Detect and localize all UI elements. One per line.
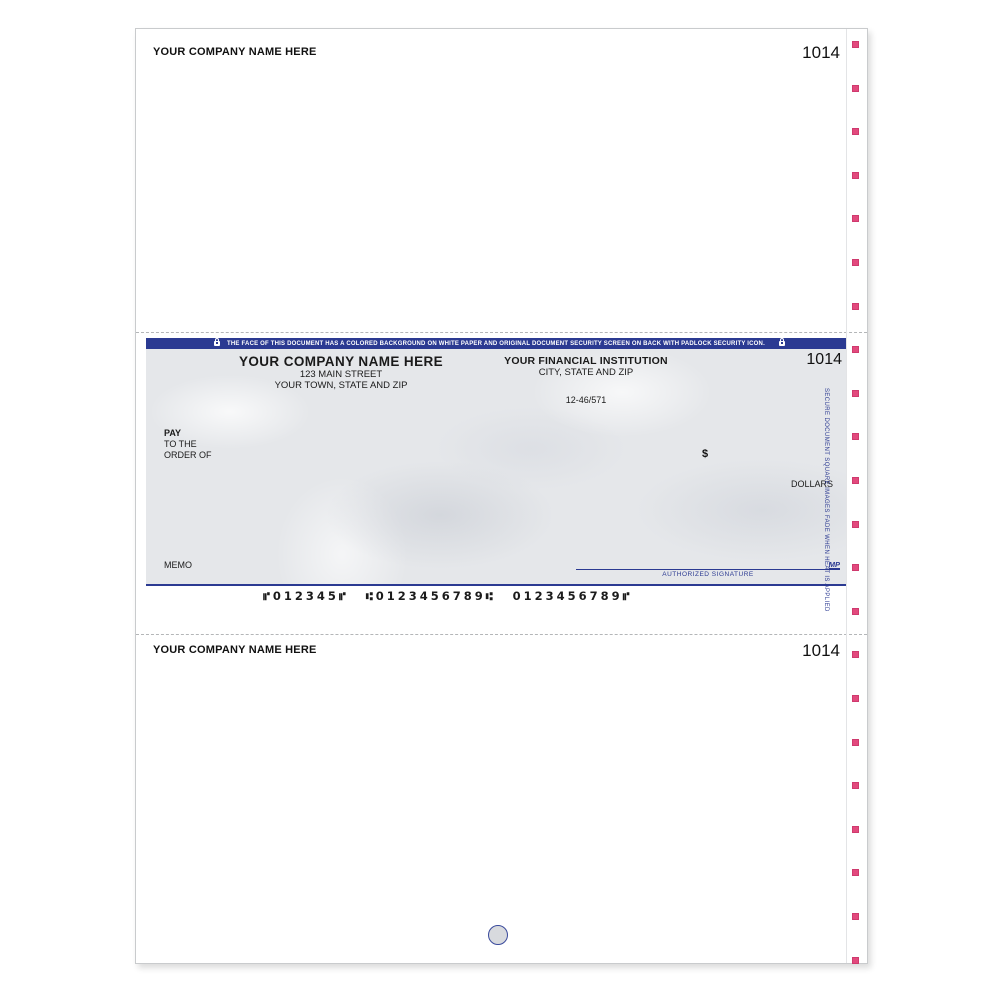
bank-address: CITY, STATE AND ZIP xyxy=(538,367,634,378)
bottom-stub-check-number: 1014 xyxy=(802,641,840,660)
tractor-feed-mark xyxy=(852,782,859,789)
bottom-stub-company-name: YOUR COMPANY NAME HERE xyxy=(153,644,317,656)
tractor-feed-mark xyxy=(852,346,859,353)
tractor-feed-mark xyxy=(852,259,859,266)
tractor-feed-mark xyxy=(852,913,859,920)
tractor-feed-mark xyxy=(852,739,859,746)
tractor-feed-mark xyxy=(852,477,859,484)
tractor-feed-mark xyxy=(852,869,859,876)
tractor-feed-mark xyxy=(852,215,859,222)
tractor-feed-mark xyxy=(852,128,859,135)
dollar-sign: $ xyxy=(702,448,709,460)
to-the-label: TO THE xyxy=(164,439,197,449)
bank-block xyxy=(476,355,696,405)
tractor-feed-mark xyxy=(852,390,859,397)
micr-line: ⑈012345⑈ ⑆0123456789⑆ 0123456789⑈ xyxy=(263,589,633,603)
bank-name: YOUR FINANCIAL INSTITUTION xyxy=(504,355,668,367)
tractor-feed-mark xyxy=(852,608,859,615)
side-security-text: SECURE DOCUMENT SQUARE IMAGES FADE WHEN HEAT IS APPLIED xyxy=(823,388,829,612)
payer-company-name: YOUR COMPANY NAME HERE xyxy=(238,354,444,369)
tractor-feed-mark xyxy=(852,826,859,833)
perforation-line-bottom xyxy=(136,634,867,635)
order-of-label: ORDER OF xyxy=(164,450,212,460)
signature-line xyxy=(576,560,840,578)
memo-label: MEMO xyxy=(164,560,192,570)
padlock-icon xyxy=(779,341,785,346)
authorized-signature-label: AUTHORIZED SIGNATURE xyxy=(662,571,754,578)
tractor-feed-mark xyxy=(852,41,859,48)
tractor-feed-mark xyxy=(852,695,859,702)
tractor-feed-mark xyxy=(852,433,859,440)
tractor-strip-divider xyxy=(846,29,847,963)
payer-company-block xyxy=(206,354,476,391)
security-banner xyxy=(146,338,846,349)
check-number: 1014 xyxy=(806,351,842,368)
routing-fraction: 12-46/571 xyxy=(565,395,607,405)
tractor-feed-mark xyxy=(852,172,859,179)
tractor-feed-mark xyxy=(852,564,859,571)
top-stub-check-number: 1014 xyxy=(802,43,840,62)
check-sheet xyxy=(135,28,868,964)
tractor-feed-mark xyxy=(852,957,859,964)
pay-to-order-label xyxy=(164,428,212,461)
security-banner-text: THE FACE OF THIS DOCUMENT HAS A COLORED BACKGROUND ON WHITE PAPER AND ORIGINAL DOCUMENT SECURITY SCREEN ON BACK WITH PADLOCK SECURITY ICON. xyxy=(227,340,765,347)
padlock-icon xyxy=(214,341,220,346)
payer-company-address1: 123 MAIN STREET xyxy=(299,369,383,380)
tractor-feed-mark xyxy=(852,85,859,92)
hole-punch xyxy=(488,925,508,945)
tractor-feed-mark xyxy=(852,303,859,310)
dollars-label: DOLLARS xyxy=(791,479,834,489)
tractor-feed-mark xyxy=(852,521,859,528)
top-stub-company-name: YOUR COMPANY NAME HERE xyxy=(153,46,317,58)
payer-company-address2: YOUR TOWN, STATE AND ZIP xyxy=(274,380,408,391)
perforation-line-top xyxy=(136,332,867,333)
tractor-feed-mark xyxy=(852,651,859,658)
microprint-mark: MP xyxy=(828,560,840,569)
pay-label: PAY xyxy=(164,428,182,438)
